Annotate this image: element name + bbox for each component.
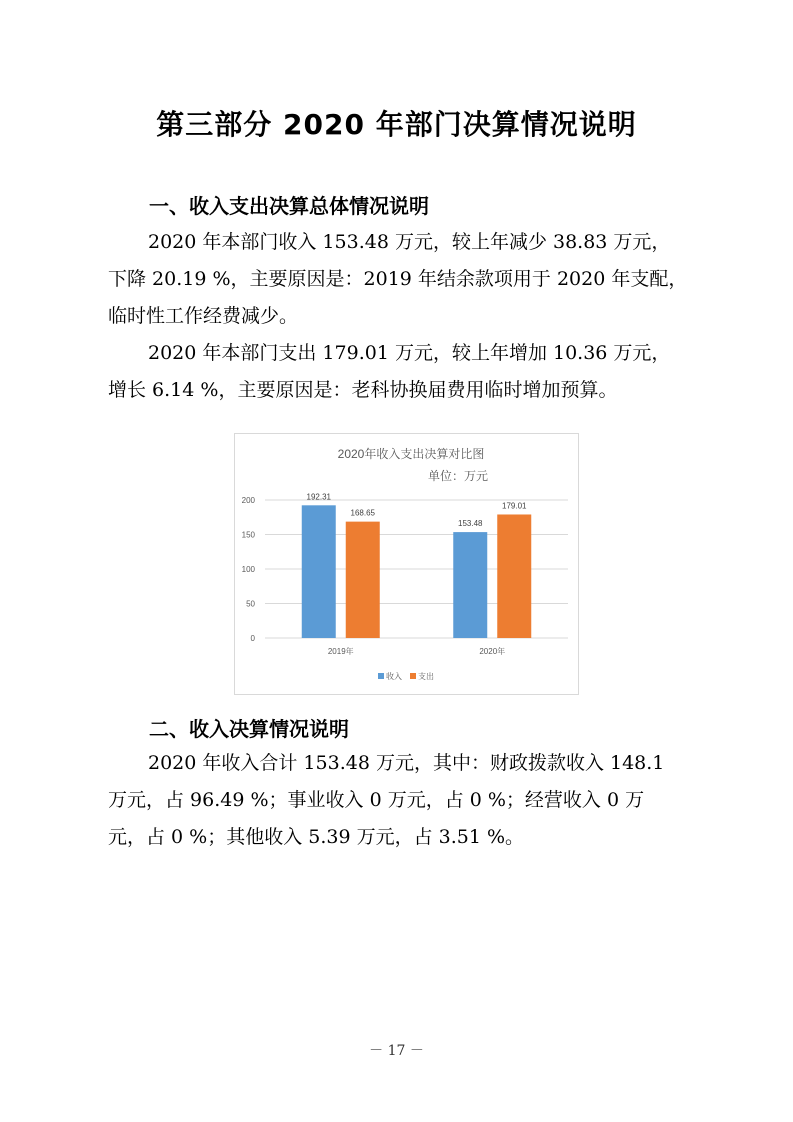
bar-支出-2019年 [346,522,380,638]
x-tick-label: 2019年 [327,647,354,656]
bar-支出-2020年 [497,514,531,638]
section2-paragraph1 [108,745,692,856]
text-line: 2020 年本部门支出 179.01 万元，较上年增加 10.36 万元， [148,342,671,364]
text-line: 万元，占 96.49 %；事业收入 0 万元，占 0 %；经营收入 0 万 [108,789,645,811]
text-line: 增长 6.14 %，主要原因是：老科协换届费用临时增加预算。 [108,379,618,401]
bar-收入-2019年 [302,505,336,638]
x-tick-label: 2020年 [479,647,506,656]
data-label: 192.31 [306,492,331,502]
section1-paragraph1 [108,224,692,335]
y-tick-label: 50 [246,599,255,609]
data-label: 168.65 [350,508,375,518]
y-tick-label: 0 [250,634,255,643]
text-line: 2020 年本部门收入 153.48 万元，较上年减少 38.83 万元， [148,231,671,253]
page-title: 第三部分 2020 年部门决算情况说明 [156,108,637,141]
text-line: 2020 年收入合计 153.48 万元，其中：财政拨款收入 148.1 [148,752,665,774]
section2-heading: 二、收入决算情况说明 [149,717,349,741]
legend-label: 支出 [418,672,434,681]
legend-label: 收入 [386,672,402,681]
section1-paragraph2 [108,335,692,409]
text-line: 元，占 0 %；其他收入 5.39 万元，占 3.51 %。 [108,826,525,848]
text-line: 临时性工作经费减少。 [108,305,299,327]
chart-svg [235,434,578,694]
data-label: 153.48 [458,519,483,529]
y-tick-label: 200 [241,496,255,505]
y-tick-label: 100 [241,565,255,574]
bar-收入-2020年 [453,532,487,638]
section1-heading: 一、收入支出决算总体情况说明 [149,194,429,218]
chart-subtitle: 单位：万元 [427,469,489,483]
legend-swatch-支出 [410,673,416,679]
y-tick-label: 150 [241,530,255,540]
chart-title: 2020年收入支出决算对比图 [337,447,485,461]
legend-swatch-收入 [378,673,384,679]
text-line: 下降 20.19 %，主要原因是：2019 年结余款项用于 2020 年支配， [108,268,688,290]
data-label: 179.01 [502,501,527,511]
page-number: － 17 － [369,1043,424,1059]
bar-chart [234,433,579,695]
